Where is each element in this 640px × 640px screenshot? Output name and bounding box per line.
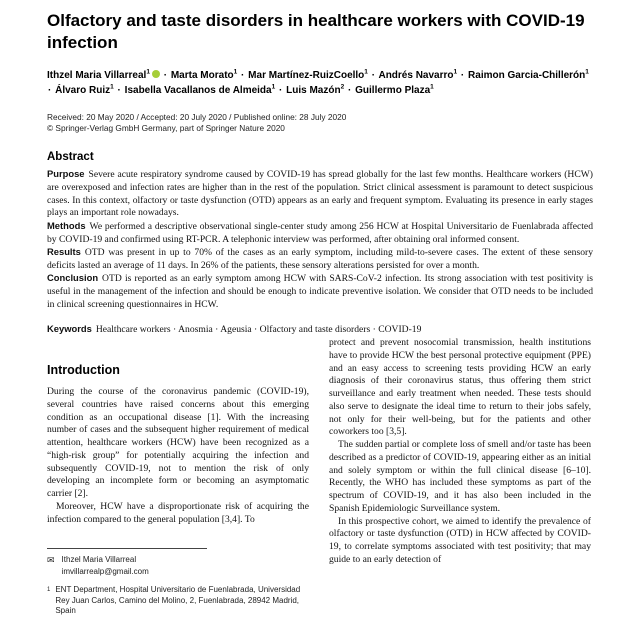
abstract-conclusion-label: Conclusion	[47, 272, 99, 284]
correspondence-name: Ithzel Maria Villarreal	[61, 555, 137, 565]
author-separator: ·	[117, 85, 121, 97]
author-separator: ·	[348, 85, 352, 97]
copyright-line: © Springer-Verlag GmbH Germany, part of Springer Nature 2020	[47, 123, 285, 134]
keywords-text: Healthcare workers · Anosmia · Ageusia · Olfactory and taste disorders · COVID-19	[95, 324, 422, 336]
correspondence	[47, 555, 309, 577]
affiliation-text: ENT Department, Hospital Universitario de Fuenlabrada, Universidad Rey Juan Carlos, Camino del Molino, 2, Fuenlabrada, 28942 Madrid, Spain	[55, 585, 301, 615]
author-name: Ithzel Maria Villarreal	[47, 69, 147, 81]
affiliation-number: 1	[47, 587, 51, 594]
author-affiliation-number: 1	[364, 68, 368, 76]
author-separator: ·	[279, 85, 283, 97]
left-column	[47, 337, 309, 616]
author-separator: ·	[371, 69, 376, 81]
author-name: Luis Mazón	[286, 85, 341, 97]
abstract-conclusion	[47, 272, 593, 311]
author-list	[47, 67, 593, 99]
author	[125, 85, 276, 96]
author-separator: ·	[460, 69, 465, 81]
abstract-methods-label: Methods	[47, 219, 86, 231]
author-name: Raimon Garcia-Chillerón	[468, 69, 586, 81]
orcid-icon[interactable]	[152, 70, 160, 78]
abstract-purpose-label: Purpose	[47, 168, 85, 180]
author-affiliation-number: 2	[340, 84, 345, 92]
abstract-results	[47, 246, 593, 272]
introduction-heading: Introduction	[47, 363, 120, 378]
intro-paragraph: Moreover, HCW have a disproportionate risk of acquiring the infection compared to the general population [3,4]. To	[47, 500, 309, 525]
correspondence-details	[62, 555, 149, 577]
author-separator: ·	[163, 69, 168, 81]
abstract-purpose	[47, 168, 593, 220]
footnote-block	[47, 548, 309, 616]
author-name: Mar Martínez-RuizCoello	[248, 69, 365, 81]
author-separator: ·	[48, 85, 52, 97]
keywords-line	[47, 323, 593, 337]
author-name: Álvaro Ruiz	[55, 85, 111, 97]
author	[468, 70, 589, 81]
abstract-methods	[47, 220, 593, 246]
correspondence-email[interactable]: imvillarrealp@gmail.com	[61, 566, 149, 576]
abstract-purpose-text: Severe acute respiratory syndrome caused by COVID-19 has spread globally for the last few months. Healthcare workers (HCW) are overexposed and infection rates are higher than in the rest of the population. Strict clinical assessment is paramount to detect suspicious cases. In this context, olfactory or taste dysfunction (OTD) appears as an early and frequent symptom. Evaluating its presence in early stages plays an important role nowadays.	[47, 169, 593, 219]
abstract-methods-text: We performed a descriptive observational single-center study among 256 HCW at Hospital Universitario de Fuenlabrada affected by COVID-19 and confirmed using RT-PCR. A telephonic interview was performed, after obtaining oral informed consent.	[47, 220, 593, 245]
author	[55, 85, 114, 96]
keywords-label: Keywords	[47, 323, 92, 335]
author	[286, 85, 344, 96]
paper-title: Olfactory and taste disorders in healthcare workers with COVID-19 infection	[47, 11, 585, 53]
affiliation	[47, 585, 309, 616]
author	[47, 70, 160, 81]
author-affiliation-number: 1	[233, 68, 238, 76]
article-meta	[47, 112, 593, 134]
intro-paragraph: During the course of the coronavirus pandemic (COVID-19), several countries have raised concerns about this emerging condition as an occupational disease [1]. With the increasing number of cases and the subsequent higher requirement of medical attention, healthcare workers (HCW) have been recognized as a “high-risk group” for potentially acquiring the infection and subsequently COVID-19, not to mention the risk of only developing an incomplete form or becoming an asymptomatic carrier [2].	[47, 386, 309, 500]
intro-paragraph: In this prospective cohort, we aimed to identify the prevalence of olfactory or taste dysfunction (OTD) in HCW affected by COVID-19, to correlate symptoms associated with test positivity; that may guide to an early detection of	[329, 515, 591, 565]
author-affiliation-number: 1	[453, 68, 458, 76]
footnote-divider	[47, 548, 207, 549]
author-affiliation-number: 1	[271, 84, 276, 92]
author	[248, 70, 368, 81]
intro-paragraph: protect and prevent nosocomial transmission, health institutions have to provide HCW the best personal protective equipment (PPE) and an easy access to screening tests providing HCW an early diagnosis of their coronavirus status, thus offering them strict surveillance and early treatment when needed. These tests should also serve to designate the ideal time to return to their jobs safely, not only for their well-being, but for the patients and other coworkers too [3,5].	[329, 337, 591, 438]
author-name: Guillermo Plaza	[355, 85, 431, 97]
intro-paragraph: The sudden partial or complete loss of smell and/or taste has been described as a predictor of COVID-19, appearing either as an initial and solely symptom or within the full clinical disease [6–10]. Recently, the WHO has included these symptoms as part of the spectrum of COVID-19, and it has also been included in the Spanish Epidemiologic Surveillance system.	[329, 439, 591, 514]
author	[378, 70, 457, 81]
author-separator: ·	[241, 69, 245, 81]
author	[355, 85, 434, 96]
author-name: Isabella Vacallanos de Almeida	[124, 85, 272, 97]
author-name: Andrés Navarro	[378, 69, 454, 81]
author-affiliation-number: 1	[110, 84, 114, 92]
dates-line: Received: 20 May 2020 / Accepted: 20 July 2020 / Published online: 28 July 2020	[47, 111, 347, 122]
author-name: Marta Morato	[170, 69, 234, 81]
body-columns	[47, 337, 593, 616]
envelope-icon: ✉	[47, 555, 55, 566]
right-column	[329, 337, 591, 567]
author-affiliation-number: 1	[430, 84, 434, 92]
abstract-conclusion-text: OTD is reported as an early symptom among HCW with SARS-CoV-2 infection. Its strong association with test positivity is useful in the management of the infection and should be enough to indicate preventive isolation. We consider that OTD needs to be included in clinical screening questionnaires in HCW.	[47, 273, 593, 310]
author-affiliation-number: 1	[585, 68, 589, 76]
abstract-section	[47, 168, 593, 311]
abstract-results-text: OTD was present in up to 70% of the cases as an early symptom, including mild-to-severe cases. The extent of these sensory deficits lasted an average of 11 days. In 26% of the patients, these sensory alterations persisted for over a month.	[47, 247, 593, 271]
abstract-results-label: Results	[47, 246, 81, 258]
author	[171, 70, 237, 81]
abstract-heading: Abstract	[47, 151, 94, 164]
author-affiliation-number: 1	[146, 68, 150, 76]
